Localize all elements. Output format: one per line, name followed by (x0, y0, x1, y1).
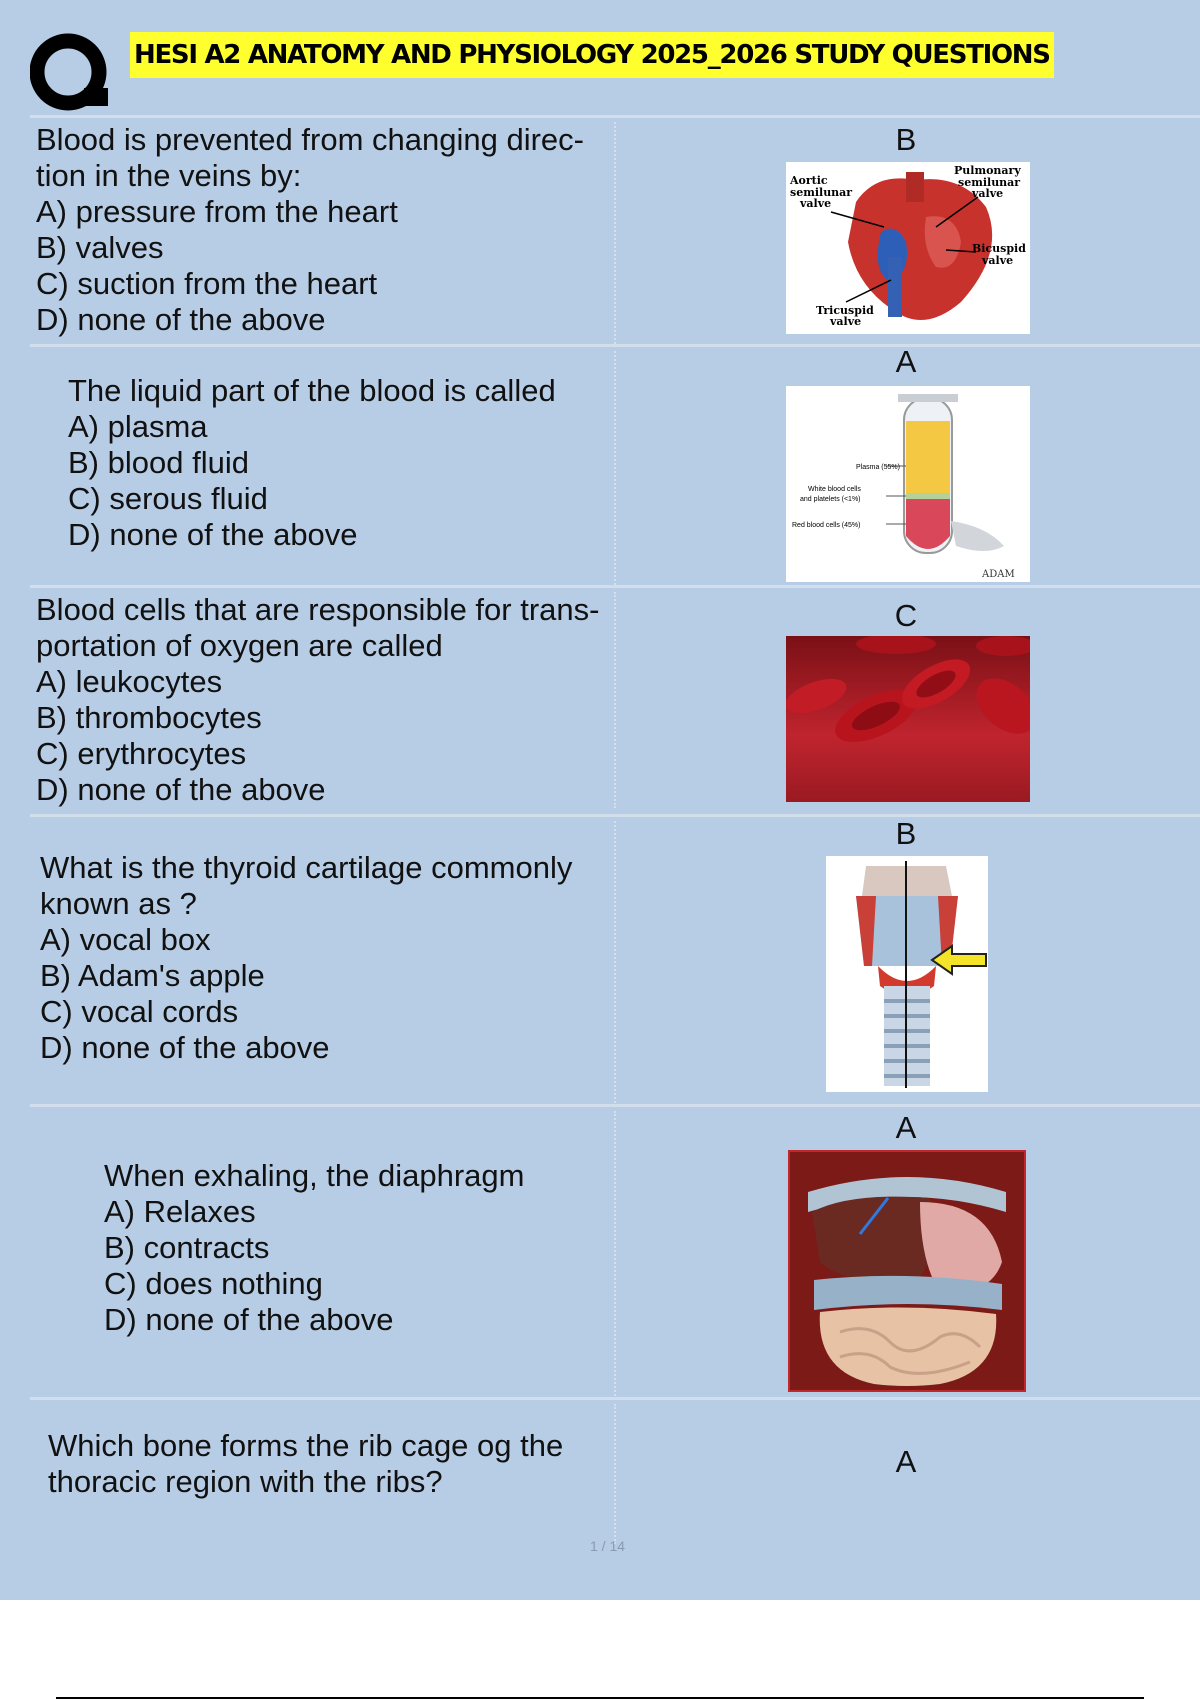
larynx-image (826, 856, 988, 1092)
label-semilunar: semilunar (958, 176, 1021, 189)
question-3-line: portation of oxygen are called (36, 628, 443, 663)
question-2 (68, 373, 556, 553)
label-wbc: White blood cells (808, 486, 861, 493)
question-3-option-c: C) erythrocytes (36, 736, 247, 771)
label-valve: valve (982, 254, 1014, 267)
answer-1: B (895, 122, 917, 157)
question-3-line: Blood cells that are responsible for trans- (36, 592, 600, 627)
larynx-icon (826, 856, 988, 1092)
answer-2: A (895, 344, 917, 379)
question-5-option-d: D) none of the above (104, 1302, 394, 1337)
question-4-option-b: B) Adam's apple (40, 958, 265, 993)
label-valve: valve (830, 315, 862, 328)
red-blood-cells-image (786, 636, 1030, 802)
question-6-line: thoracic region with the ribs? (48, 1464, 443, 1499)
blood-test-tube-image (786, 386, 1030, 582)
question-5 (104, 1158, 524, 1338)
divider (30, 344, 1200, 347)
question-1-option-c: C) suction from the heart (36, 266, 378, 301)
divider (30, 814, 1200, 817)
label-semilunar: semilunar (790, 186, 853, 199)
abdominal-organs-image (788, 1150, 1026, 1392)
column-divider (614, 1111, 616, 1396)
question-4-line: known as ? (40, 886, 197, 921)
question-5-option-c: C) does nothing (104, 1266, 323, 1301)
label-plasma: Plasma (55%) (856, 464, 900, 471)
question-1-option-b: B) valves (36, 230, 164, 265)
label-valve: valve (972, 187, 1004, 200)
question-2-option-d: D) none of the above (68, 517, 358, 552)
heart-diagram-icon (786, 162, 1030, 334)
label-pulmonary: Pulmonary (954, 164, 1021, 177)
label-rbc: Red blood cells (45%) (792, 522, 861, 529)
question-1 (36, 122, 584, 338)
question-5-option-a: A) Relaxes (104, 1194, 256, 1229)
label-wbc-platelets: and platelets (<1%) (800, 496, 861, 503)
label-valve: valve (800, 197, 832, 210)
question-4 (40, 850, 572, 1066)
question-6-line: Which bone forms the rib cage og the (48, 1428, 564, 1463)
erythrocytes-icon (786, 636, 1030, 802)
column-divider (614, 351, 616, 585)
column-divider (614, 1404, 616, 1544)
question-5-option-b: B) contracts (104, 1230, 270, 1265)
question-2-line: The liquid part of the blood is called (68, 373, 556, 408)
page-number: 1 / 14 (590, 1538, 626, 1554)
question-1-option-d: D) none of the above (36, 302, 326, 337)
question-3-option-d: D) none of the above (36, 772, 326, 807)
question-6 (48, 1428, 563, 1500)
label-bicuspid: Bicuspid (972, 242, 1026, 255)
answer-4: B (895, 816, 917, 851)
label-tricuspid: Tricuspid (816, 304, 874, 317)
divider (30, 585, 1200, 588)
question-4-line: What is the thyroid cartilage commonly (40, 850, 573, 885)
heart-valves-image (786, 162, 1030, 334)
question-1-line: tion in the veins by: (36, 158, 302, 193)
adam-brand: ADAM (982, 569, 1015, 580)
question-2-option-c: C) serous fluid (68, 481, 268, 516)
diaphragm-organs-icon (790, 1152, 1024, 1390)
question-4-option-d: D) none of the above (40, 1030, 330, 1065)
divider (30, 115, 1200, 118)
divider (30, 1397, 1200, 1400)
question-1-option-a: A) pressure from the heart (36, 194, 398, 229)
answer-3: C (894, 598, 918, 633)
column-divider (614, 821, 616, 1103)
question-1-line: Blood is prevented from changing direc- (36, 122, 584, 157)
column-divider (614, 122, 616, 344)
divider (30, 1104, 1200, 1107)
answer-6: A (895, 1444, 917, 1479)
question-3-option-a: A) leukocytes (36, 664, 223, 699)
question-3-option-b: B) thrombocytes (36, 700, 262, 735)
test-tube-icon (786, 386, 1030, 582)
document-title: HESI A2 ANATOMY AND PHYSIOLOGY 2025_2026 STUDY QUESTIONS (130, 32, 1054, 78)
question-2-option-a: A) plasma (68, 409, 208, 444)
question-5-line: When exhaling, the diaphragm (104, 1158, 525, 1193)
question-4-option-a: A) vocal box (40, 922, 211, 957)
question-4-option-c: C) vocal cords (40, 994, 239, 1029)
question-2-option-b: B) blood fluid (68, 445, 249, 480)
answer-5: A (895, 1110, 917, 1145)
label-aortic: Aortic (790, 174, 828, 187)
column-divider (614, 592, 616, 808)
question-3 (36, 592, 599, 808)
footer-rule (56, 1697, 1144, 1699)
q-logo-icon (30, 30, 112, 112)
